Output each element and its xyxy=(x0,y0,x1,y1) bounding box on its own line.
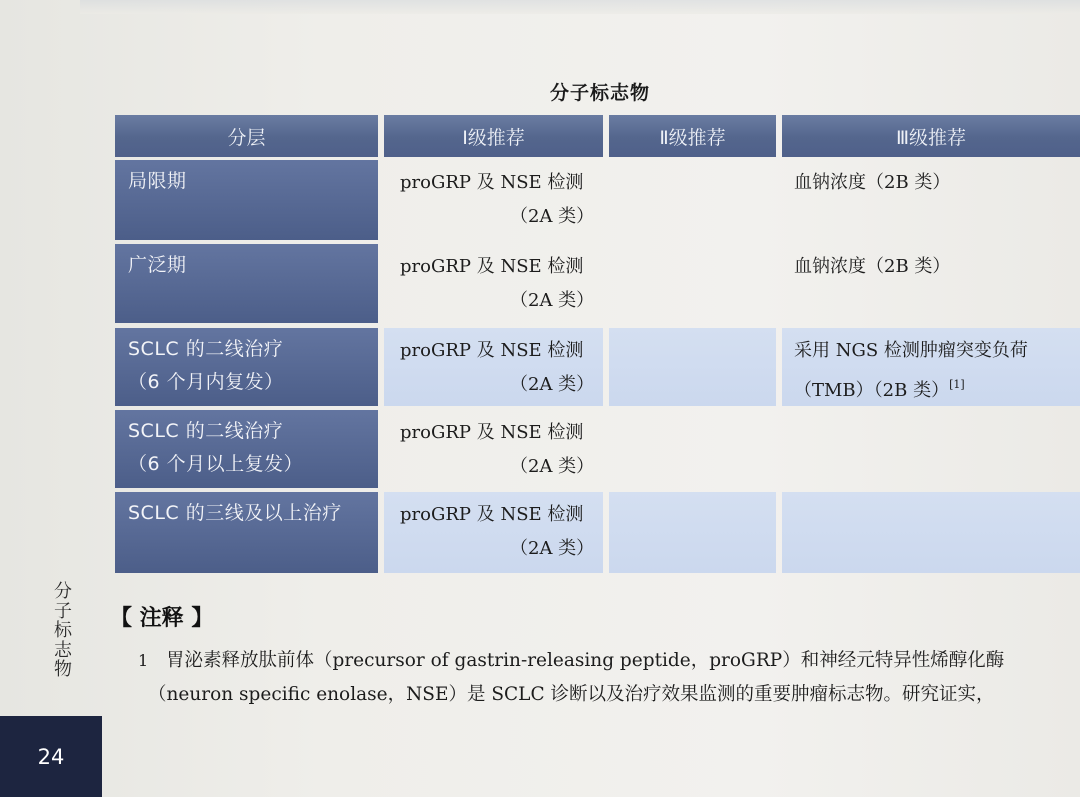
stage-cell xyxy=(115,492,378,573)
level1-cell xyxy=(384,410,603,488)
stage-sublabel: （6 个月内复发） xyxy=(128,371,284,393)
stage-cell xyxy=(115,160,378,240)
stage-label: 局限期 xyxy=(128,170,187,192)
level1-category: （2A 类） xyxy=(510,456,595,477)
note-text-line-2: （neuron specific enolase，NSE）是 SCLC 诊断以及治疗效果监测的重要肿瘤标志物。研究证实， xyxy=(148,684,995,705)
section-label-text: 分 子 标 志 物 xyxy=(54,581,72,680)
level2-cell xyxy=(609,244,776,323)
note-number: 1 xyxy=(138,651,149,670)
level3-cell xyxy=(782,160,1080,240)
level1-text: proGRP 及 NSE 检测 xyxy=(400,340,584,361)
section-sidebar-label xyxy=(48,582,78,680)
level1-cell xyxy=(384,492,603,573)
level3-text: 采用 NGS 检测肿瘤突变负荷 xyxy=(794,340,1028,361)
level1-category: （2A 类） xyxy=(510,374,595,395)
level1-cell xyxy=(384,244,603,323)
stage-cell xyxy=(115,244,378,323)
header-level-2: Ⅱ级推荐 xyxy=(609,115,776,157)
table-title: 分子标志物 xyxy=(549,82,650,104)
level2-cell xyxy=(609,492,776,573)
header-level-1: Ⅰ级推荐 xyxy=(384,115,603,157)
level1-cell xyxy=(384,328,603,406)
level3-text: 血钠浓度（2B 类） xyxy=(794,256,951,277)
stage-cell xyxy=(115,410,378,488)
stage-label: SCLC 的三线及以上治疗 xyxy=(128,502,342,524)
stage-label: 广泛期 xyxy=(128,254,187,276)
notes-heading: 【 注释 】 xyxy=(110,606,214,631)
header-level-3: Ⅲ级推荐 xyxy=(782,115,1080,157)
level3-category: （TMB）（2B 类） xyxy=(794,380,950,401)
level3-cell xyxy=(782,328,1080,406)
page-number-box xyxy=(0,716,102,797)
note-text-line-1: 胃泌素释放肽前体（precursor of gastrin-releasing peptide，proGRP）和神经元特异性烯醇化酶 xyxy=(166,650,1005,671)
stage-label: SCLC 的二线治疗 xyxy=(128,420,284,442)
stage-sublabel: （6 个月以上复发） xyxy=(128,453,304,475)
level3-text: 血钠浓度（2B 类） xyxy=(794,172,951,193)
page-top-band xyxy=(80,0,1080,14)
stage-label: SCLC 的二线治疗 xyxy=(128,338,284,360)
level1-text: proGRP 及 NSE 检测 xyxy=(400,172,584,193)
page-number: 24 xyxy=(37,744,65,769)
level3-cell xyxy=(782,244,1080,323)
level3-cell xyxy=(782,492,1080,573)
level1-text: proGRP 及 NSE 检测 xyxy=(400,504,584,525)
level1-category: （2A 类） xyxy=(510,290,595,311)
level2-cell xyxy=(609,328,776,406)
level1-text: proGRP 及 NSE 检测 xyxy=(400,256,584,277)
level1-category: （2A 类） xyxy=(510,538,595,559)
level1-text: proGRP 及 NSE 检测 xyxy=(400,422,584,443)
level2-cell xyxy=(609,160,776,240)
reference-mark: [1] xyxy=(949,378,965,391)
header-stratification: 分层 xyxy=(115,115,378,157)
level2-cell xyxy=(609,410,776,488)
level1-cell xyxy=(384,160,603,240)
stage-cell xyxy=(115,328,378,406)
level3-cell xyxy=(782,410,1080,488)
level1-category: （2A 类） xyxy=(510,206,595,227)
